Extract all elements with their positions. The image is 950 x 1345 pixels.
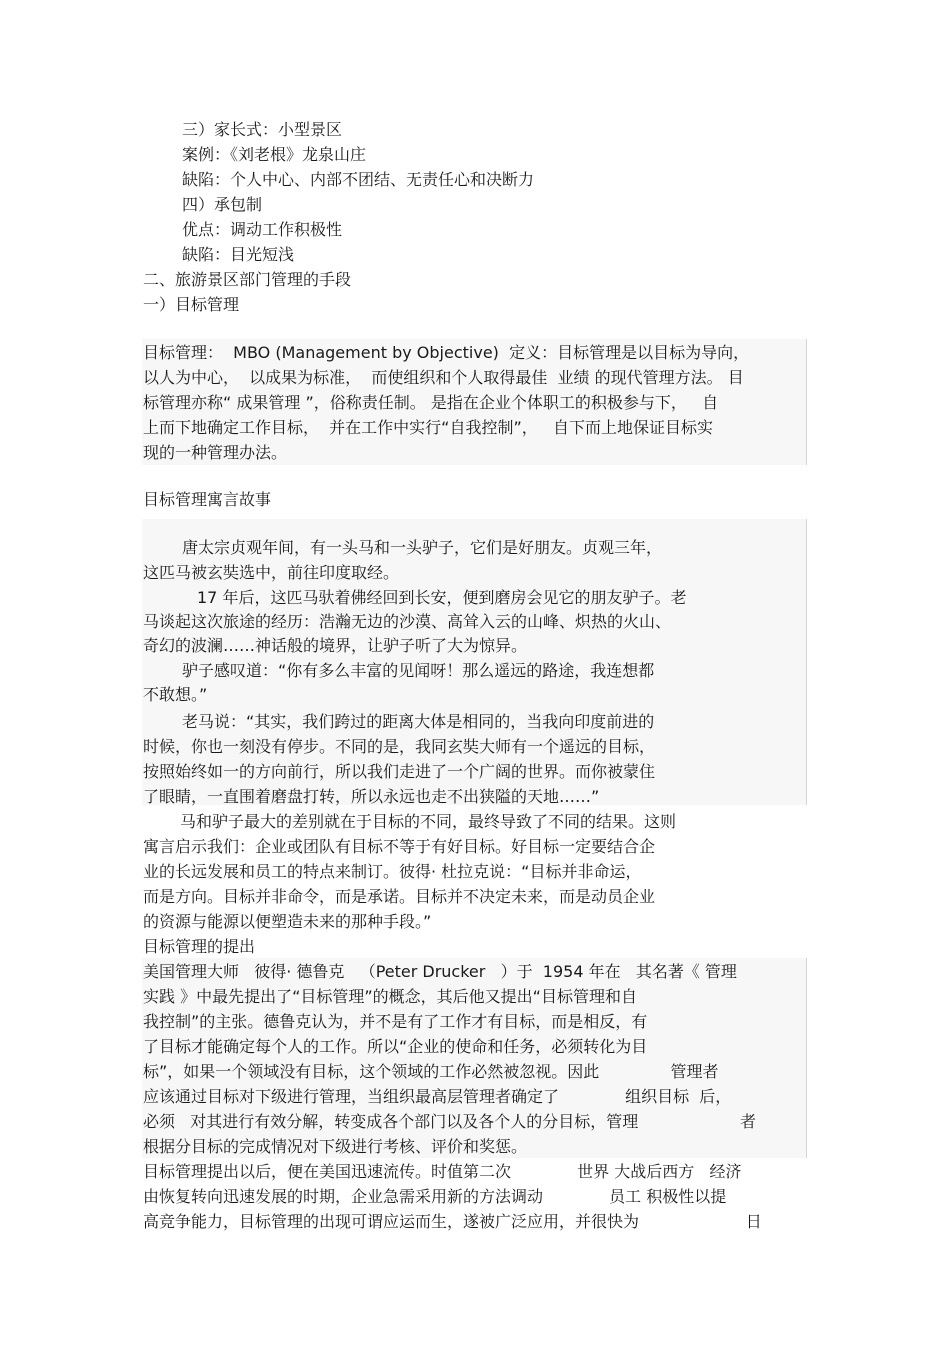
fable-line: 这匹马被玄奘选中，前往印度取经。 (143, 563, 400, 582)
definition-line: 现的一种管理办法。 (143, 443, 288, 462)
fable-line: 老马说：“其实，我们跨过的距离大体是相同的，当我向印度前进的 (182, 712, 655, 731)
history-line: 由恢复转向迅速发展的时期，企业急需采用新的方法调动 员工 积极性以提 (143, 1187, 727, 1206)
origin-line: 美国管理大师 彼得· 德鲁克 （Peter Drucker ）于 1954 年在 其名著《 管理 (143, 962, 737, 981)
definition-line: 标管理亦称“ 成果管理 ”，俗称责任制。 是指在企业个体职工的积极参与下， 自 (143, 393, 719, 412)
fable-line: 奇幻的波澜……神话般的境界，让驴子听了大为惊异。 (143, 636, 528, 655)
fable-line: 驴子感叹道：“你有多么丰富的见闻呀！那么遥远的路途，我连想都 (182, 661, 655, 680)
text-line: 三）家长式：小型景区 (182, 120, 343, 139)
text-line: 案例：《刘老根》龙泉山庄 (182, 145, 367, 164)
fable-line: 了眼睛，一直围着磨盘打转，所以永远也走不出狭隘的天地……” (143, 787, 600, 806)
fable-line: 不敢想。” (143, 685, 208, 704)
text-line: 缺陷：个人中心、内部不团结、无责任心和决断力 (182, 170, 535, 189)
origin-line: 必须 对其进行有效分解，转变成各个部门以及各个人的分目标，管理 者 (143, 1112, 756, 1131)
text-line: 优点：调动工作积极性 (182, 220, 343, 239)
fable-line: 马谈起这次旅途的经历：浩瀚无边的沙漠、高耸入云的山峰、炽热的火山、 (143, 612, 672, 631)
fable-line: 17 年后，这匹马驮着佛经回到长安，便到磨房会见它的朋友驴子。老 (197, 588, 687, 607)
subsection-heading: 一）目标管理 (143, 295, 240, 314)
moral-line: 马和驴子最大的差别就在于目标的不同，最终导致了不同的结果。这则 (180, 812, 677, 831)
definition-line: 目标管理： MBO (Management by Objective) 定义：目标管理是以目标为导向， (143, 343, 750, 362)
history-line: 高竞争能力，目标管理的出现可谓应运而生，遂被广泛应用，并很快为 日 (143, 1212, 762, 1231)
definition-line: 上而下地确定工作目标， 并在工作中实行“自我控制”， 自下而上地保证目标实 (143, 418, 714, 437)
fable-line: 时候，你也一刻没有停步。不同的是，我同玄奘大师有一个遥远的目标， (143, 737, 656, 756)
history-line: 目标管理提出以后，便在美国迅速流传。时值第二次 世界 大战后西方 经济 (143, 1162, 742, 1181)
origin-line: 根据分目标的完成情况对下级进行考核、评价和奖惩。 (143, 1137, 528, 1156)
fable-line: 唐太宗贞观年间，有一头马和一头驴子，它们是好朋友。贞观三年， (182, 538, 663, 557)
definition-line: 以人为中心， 以成果为标准， 而使组织和个人取得最佳 业绩 的现代管理方法。 目 (143, 368, 744, 387)
origin-line: 应该通过目标对下级进行管理，当组织最高层管理者确定了 组织目标 后， (143, 1087, 732, 1106)
fable-title: 目标管理寓言故事 (143, 490, 272, 509)
origin-line: 我控制”的主张。德鲁克认为，并不是有了工作才有目标，而是相反，有 (143, 1012, 648, 1031)
moral-line: 寓言启示我们：企业或团队有目标不等于有好目标。好目标一定要结合企 (143, 837, 656, 856)
moral-line: 业的长远发展和员工的特点来制订。彼得· 杜拉克说：“目标并非命运， (143, 862, 642, 881)
origin-line: 了目标才能确定每个人的工作。所以“企业的使命和任务，必须转化为目 (143, 1037, 648, 1056)
origin-heading: 目标管理的提出 (143, 937, 256, 956)
text-line: 四）承包制 (182, 195, 263, 214)
fable-line: 按照始终如一的方向前行，所以我们走进了一个广阔的世界。而你被蒙住 (143, 762, 656, 781)
moral-line: 而是方向。目标并非命令，而是承诺。目标并不决定未来，而是动员企业 (143, 887, 656, 906)
section-heading: 二、旅游景区部门管理的手段 (143, 270, 352, 289)
moral-line: 的资源与能源以便塑造未来的那种手段。” (143, 912, 432, 931)
origin-line: 标”，如果一个领域没有目标，这个领域的工作必然被忽视。因此 管理者 (143, 1062, 719, 1081)
origin-line: 实践 》中最先提出了“目标管理”的概念，其后他又提出“目标管理和自 (143, 987, 637, 1006)
text-line: 缺陷：目光短浅 (182, 245, 295, 264)
